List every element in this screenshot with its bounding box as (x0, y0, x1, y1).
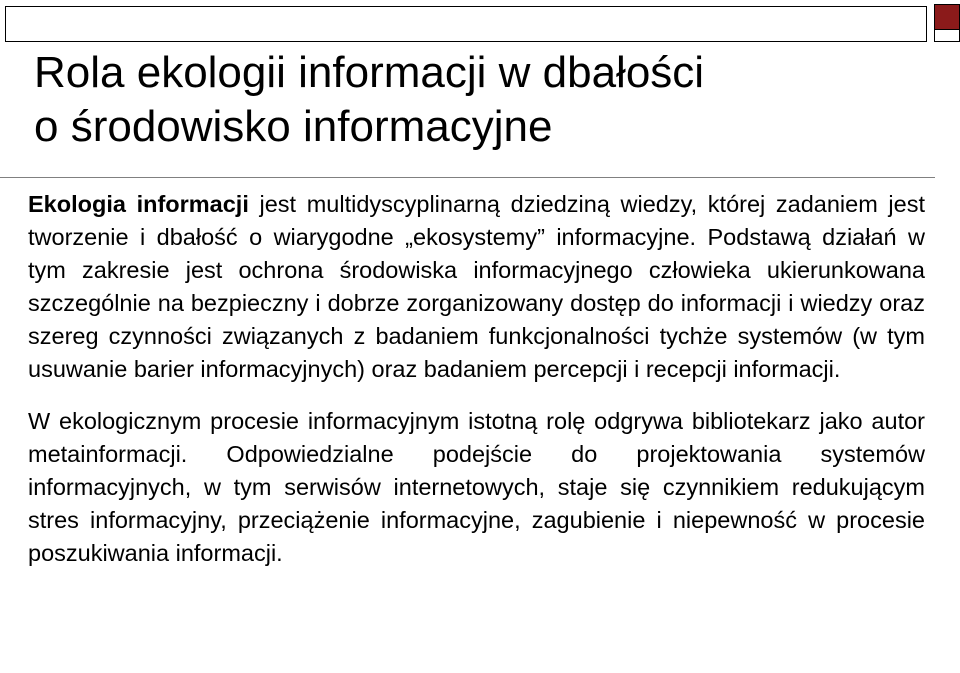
accent-square (934, 4, 960, 30)
slide-title (34, 46, 924, 154)
term-ecology-of-information: Ekologia informacji (28, 191, 249, 217)
paragraph-ecology-definition-text: jest multidyscyplinarną dziedziną wiedzy, której zadaniem jest tworzenie i dbałość o wiarygodne „ekosystemy” informacyjne. Podstawą działań w tym zakresie jest ochrona środowiska informacyjnego człowieka ukierunkowana szczególnie na bezpieczny i dobrze zorganizowany dostęp do informacji i wiedzy oraz szereg czynności związanych z badaniem funkcjonalności tychże systemów (w tym usuwanie barier informacyjnych) oraz badaniem percepcji i recepcji informacji. (28, 191, 925, 382)
slide-body (28, 188, 925, 570)
slide-title-line-2: o środowisko informacyjne (34, 102, 553, 151)
paragraph-librarian-role: W ekologicznym procesie informacyjnym istotną rolę odgrywa bibliotekarz jako autor metainformacji. Odpowiedzialne podejście do projektowania systemów informacyjnych, w tym serwisów internetowych, staje się czynnikiem redukującym stres informacyjny, przeciążenie informacyjne, zagubienie i niepewność w procesie poszukiwania informacji. (28, 408, 925, 567)
slide-title-line-1: Rola ekologii informacji w dbałości (34, 48, 705, 97)
title-divider (0, 177, 935, 178)
accent-square-lower (934, 30, 960, 42)
header-band (5, 6, 927, 42)
paragraph-ecology-definition (28, 188, 925, 385)
